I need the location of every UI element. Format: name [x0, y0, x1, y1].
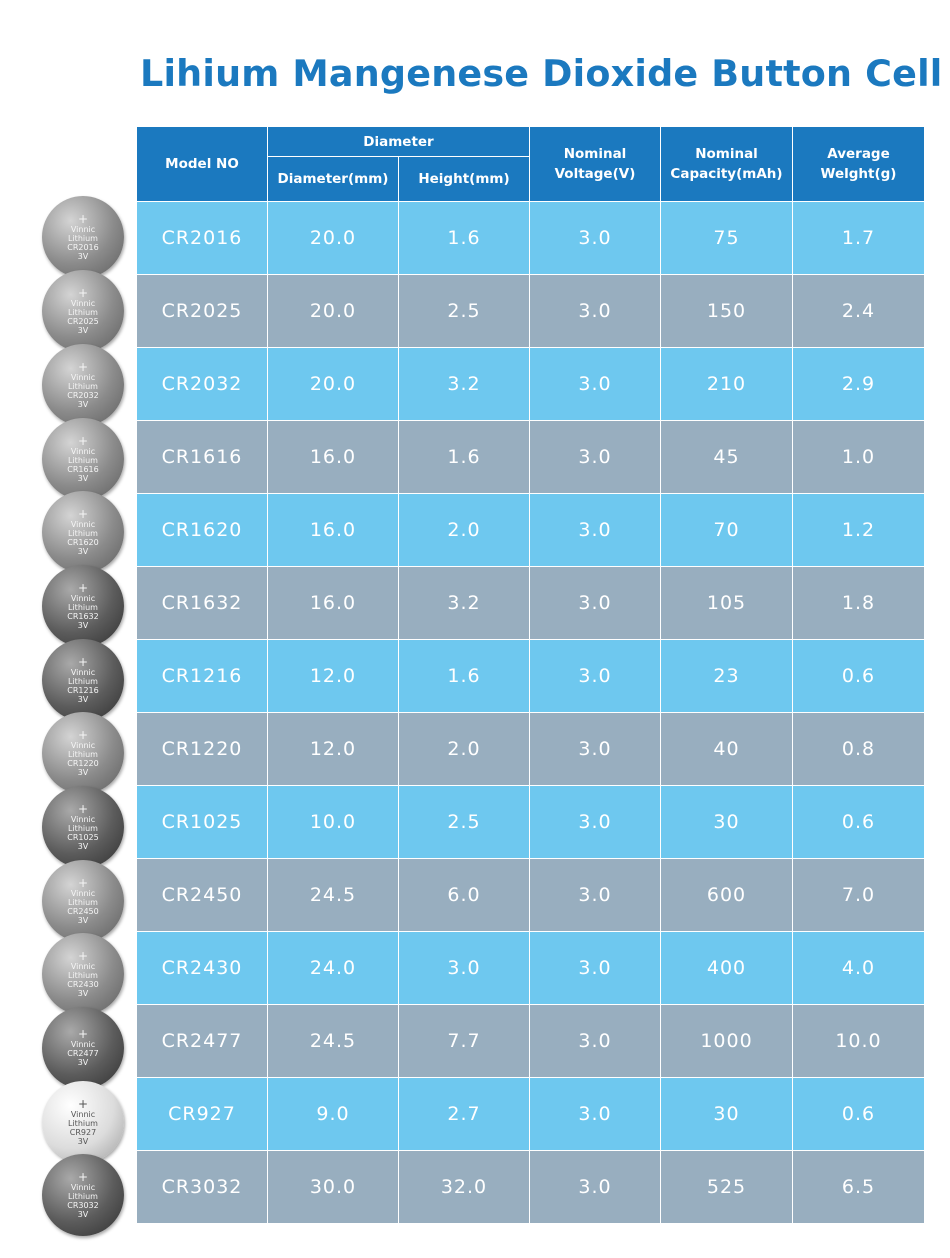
battery-brand-text: Vinnic: [70, 740, 96, 750]
cell-model: CR2016: [137, 202, 268, 275]
cell-capacity: 23: [661, 640, 793, 713]
table-row: [137, 932, 925, 1005]
cell-capacity: 600: [661, 859, 793, 932]
header-diameter-mm: Diameter(mm): [268, 157, 399, 202]
plus-sign-icon: +: [77, 875, 89, 890]
battery-volt-text: 3V: [77, 251, 89, 261]
cell-voltage: 3.0: [530, 202, 661, 275]
cell-capacity: 150: [661, 275, 793, 348]
battery-volt-text: 3V: [77, 841, 89, 851]
battery-image: [42, 860, 124, 942]
plus-sign-icon: +: [77, 580, 89, 595]
table-row: [137, 786, 925, 859]
cell-height: 3.2: [399, 567, 530, 640]
table-row: [137, 859, 925, 932]
cell-capacity: 75: [661, 202, 793, 275]
battery-image: [42, 491, 124, 573]
cell-height: 1.6: [399, 421, 530, 494]
cell-height: 1.6: [399, 640, 530, 713]
battery-model-text: CR1025: [67, 832, 99, 842]
battery-model-text: CR1620: [67, 537, 99, 547]
battery-brand-text: Vinnic: [70, 224, 96, 234]
cell-diameter: 16.0: [268, 494, 399, 567]
cell-diameter: 20.0: [268, 275, 399, 348]
battery-image: [42, 933, 124, 1015]
header-capacity-line1: Nominal: [695, 146, 758, 162]
cell-model: CR1616: [137, 421, 268, 494]
battery-type-text: Lithium: [68, 1191, 98, 1201]
cell-weight: 0.6: [793, 640, 925, 713]
battery-model-text: CR2025: [67, 316, 99, 326]
table-row: [137, 202, 925, 275]
battery-brand-text: Vinnic: [70, 298, 96, 308]
header-nominal-capacity: [661, 127, 793, 202]
cell-model: CR2032: [137, 348, 268, 421]
spec-table: [136, 126, 925, 1224]
battery-volt-text: 3V: [77, 988, 89, 998]
battery-type-text: Lithium: [68, 823, 98, 833]
battery-brand-text: Vinnic: [70, 519, 96, 529]
header-diameter-group: Diameter: [268, 127, 530, 157]
battery-model-text: CR3032: [67, 1200, 99, 1210]
cell-capacity: 30: [661, 1078, 793, 1151]
battery-volt-text: 3V: [77, 546, 89, 556]
cell-capacity: 400: [661, 932, 793, 1005]
plus-sign-icon: +: [77, 654, 89, 669]
battery-model-text: CR1220: [67, 758, 99, 768]
cell-weight: 0.6: [793, 786, 925, 859]
battery-volt-text: 3V: [77, 620, 89, 630]
cell-diameter: 9.0: [268, 1078, 399, 1151]
header-weight-line1: Average: [827, 146, 890, 162]
battery-volt-text: 3V: [77, 1136, 89, 1146]
table-row: [137, 713, 925, 786]
plus-sign-icon: +: [77, 359, 89, 374]
battery-image-column: [0, 0, 136, 1258]
cell-voltage: 3.0: [530, 421, 661, 494]
plus-sign-icon: +: [77, 1096, 89, 1111]
cell-voltage: 3.0: [530, 859, 661, 932]
battery-model-text: CR1216: [67, 685, 99, 695]
cell-weight: 1.2: [793, 494, 925, 567]
header-voltage-line2: Voltage(V): [554, 166, 636, 182]
table-body: [137, 202, 925, 1224]
cell-model: CR1025: [137, 786, 268, 859]
cell-capacity: 45: [661, 421, 793, 494]
battery-image: [42, 786, 124, 868]
battery-type-text: Lithium: [68, 233, 98, 243]
cell-capacity: 70: [661, 494, 793, 567]
cell-capacity: 105: [661, 567, 793, 640]
battery-type-text: Lithium: [68, 749, 98, 759]
table-row: [137, 275, 925, 348]
battery-brand-text: Vinnic: [70, 1109, 96, 1119]
battery-image: [42, 196, 124, 278]
header-capacity-line2: Capacity(mAh): [670, 166, 783, 182]
battery-model-text: CR2450: [67, 906, 99, 916]
cell-weight: 6.5: [793, 1151, 925, 1224]
battery-volt-text: 3V: [77, 694, 89, 704]
cell-capacity: 210: [661, 348, 793, 421]
cell-diameter: 30.0: [268, 1151, 399, 1224]
table-row: [137, 640, 925, 713]
cell-voltage: 3.0: [530, 275, 661, 348]
cell-height: 2.7: [399, 1078, 530, 1151]
battery-brand-text: Vinnic: [70, 446, 96, 456]
battery-image: [42, 344, 124, 426]
cell-height: 3.0: [399, 932, 530, 1005]
battery-type-text: Lithium: [68, 381, 98, 391]
table-row: [137, 1151, 925, 1224]
battery-volt-text: 3V: [77, 767, 89, 777]
battery-image: [42, 1081, 124, 1163]
cell-diameter: 16.0: [268, 567, 399, 640]
cell-weight: 0.8: [793, 713, 925, 786]
cell-model: CR2450: [137, 859, 268, 932]
battery-brand-text: Vinnic: [70, 1182, 96, 1192]
cell-model: CR2025: [137, 275, 268, 348]
header-average-weight: [793, 127, 925, 202]
cell-height: 2.0: [399, 713, 530, 786]
cell-diameter: 16.0: [268, 421, 399, 494]
cell-diameter: 20.0: [268, 348, 399, 421]
cell-voltage: 3.0: [530, 1005, 661, 1078]
table-row: [137, 421, 925, 494]
page-title: Lihium Mangenese Dioxide Button Cell: [140, 52, 943, 95]
cell-weight: 4.0: [793, 932, 925, 1005]
cell-height: 2.5: [399, 786, 530, 859]
battery-type-text: Lithium: [68, 307, 98, 317]
battery-brand-text: Vinnic: [70, 593, 96, 603]
plus-sign-icon: +: [77, 801, 89, 816]
cell-weight: 1.7: [793, 202, 925, 275]
plus-sign-icon: +: [77, 948, 89, 963]
cell-diameter: 20.0: [268, 202, 399, 275]
battery-volt-text: 3V: [77, 1209, 89, 1219]
plus-sign-icon: +: [77, 1169, 89, 1184]
header-model-no: Model NO: [137, 127, 268, 202]
cell-height: 7.7: [399, 1005, 530, 1078]
battery-brand-text: Vinnic: [70, 888, 96, 898]
cell-weight: 7.0: [793, 859, 925, 932]
battery-model-text: CR2477: [67, 1049, 99, 1058]
battery-image: [42, 712, 124, 794]
cell-height: 1.6: [399, 202, 530, 275]
header-nominal-voltage: [530, 127, 661, 202]
battery-image: [42, 418, 124, 500]
plus-sign-icon: +: [77, 506, 89, 521]
plus-sign-icon: +: [77, 433, 89, 448]
cell-voltage: 3.0: [530, 932, 661, 1005]
cell-voltage: 3.0: [530, 713, 661, 786]
cell-height: 32.0: [399, 1151, 530, 1224]
cell-voltage: 3.0: [530, 786, 661, 859]
battery-model-text: CR2032: [67, 390, 99, 400]
cell-diameter: 24.5: [268, 1005, 399, 1078]
cell-voltage: 3.0: [530, 494, 661, 567]
battery-volt-text: 3V: [77, 399, 89, 409]
battery-type-text: Lithium: [68, 676, 98, 686]
table-row: [137, 1078, 925, 1151]
cell-diameter: 10.0: [268, 786, 399, 859]
cell-height: 6.0: [399, 859, 530, 932]
battery-type-text: Lithium: [68, 897, 98, 907]
cell-model: CR1220: [137, 713, 268, 786]
cell-weight: 10.0: [793, 1005, 925, 1078]
cell-voltage: 3.0: [530, 1078, 661, 1151]
table-row: [137, 494, 925, 567]
cell-model: CR1216: [137, 640, 268, 713]
battery-type-text: Lithium: [68, 455, 98, 465]
cell-voltage: 3.0: [530, 640, 661, 713]
cell-model: CR2430: [137, 932, 268, 1005]
cell-weight: 1.0: [793, 421, 925, 494]
battery-model-text: CR2016: [67, 242, 99, 252]
header-voltage-line1: Nominal: [563, 146, 627, 162]
header-weight-line2: Welght(g): [820, 166, 897, 182]
battery-model-text: CR1632: [67, 611, 99, 621]
battery-volt-text: 3V: [77, 473, 89, 483]
battery-model-text: CR1616: [67, 464, 99, 474]
cell-diameter: 24.5: [268, 859, 399, 932]
plus-sign-icon: +: [77, 211, 89, 226]
cell-model: CR3032: [137, 1151, 268, 1224]
cell-capacity: 30: [661, 786, 793, 859]
plus-sign-icon: +: [77, 285, 89, 300]
battery-model-text: CR927: [69, 1127, 97, 1137]
cell-weight: 0.6: [793, 1078, 925, 1151]
battery-brand-text: Vinnic: [70, 961, 96, 971]
cell-model: CR1632: [137, 567, 268, 640]
battery-type-text: Lithium: [68, 528, 98, 538]
battery-image: [42, 270, 124, 352]
cell-voltage: 3.0: [530, 348, 661, 421]
battery-brand-text: Vinnic: [70, 372, 96, 382]
cell-capacity: 1000: [661, 1005, 793, 1078]
plus-sign-icon: +: [77, 727, 89, 742]
battery-type-text: Lithium: [68, 602, 98, 612]
battery-image: [42, 565, 124, 647]
cell-model: CR2477: [137, 1005, 268, 1078]
table-header: [137, 127, 925, 202]
battery-image: [42, 1007, 124, 1089]
cell-model: CR1620: [137, 494, 268, 567]
battery-volt-text: 3V: [77, 325, 89, 335]
table-row: [137, 1005, 925, 1078]
battery-brand-text: Vinnic: [70, 814, 96, 824]
cell-voltage: 3.0: [530, 567, 661, 640]
cell-weight: 2.9: [793, 348, 925, 421]
battery-brand-text: Vinnic: [70, 667, 96, 677]
table-row: [137, 567, 925, 640]
cell-capacity: 525: [661, 1151, 793, 1224]
plus-sign-icon: +: [77, 1027, 89, 1041]
battery-type-text: Lithium: [68, 970, 98, 980]
battery-brand-text: Vinnic: [70, 1040, 96, 1049]
cell-capacity: 40: [661, 713, 793, 786]
cell-height: 3.2: [399, 348, 530, 421]
battery-image: [42, 639, 124, 721]
cell-diameter: 12.0: [268, 640, 399, 713]
table-row: [137, 348, 925, 421]
cell-height: 2.5: [399, 275, 530, 348]
cell-weight: 1.8: [793, 567, 925, 640]
battery-image: [42, 1154, 124, 1236]
battery-model-text: CR2430: [67, 979, 99, 989]
cell-diameter: 24.0: [268, 932, 399, 1005]
cell-diameter: 12.0: [268, 713, 399, 786]
battery-volt-text: 3V: [77, 1058, 89, 1067]
cell-voltage: 3.0: [530, 1151, 661, 1224]
cell-weight: 2.4: [793, 275, 925, 348]
cell-height: 2.0: [399, 494, 530, 567]
header-height-mm: Height(mm): [399, 157, 530, 202]
battery-type-text: Lithium: [68, 1118, 98, 1128]
battery-volt-text: 3V: [77, 915, 89, 925]
cell-model: CR927: [137, 1078, 268, 1151]
